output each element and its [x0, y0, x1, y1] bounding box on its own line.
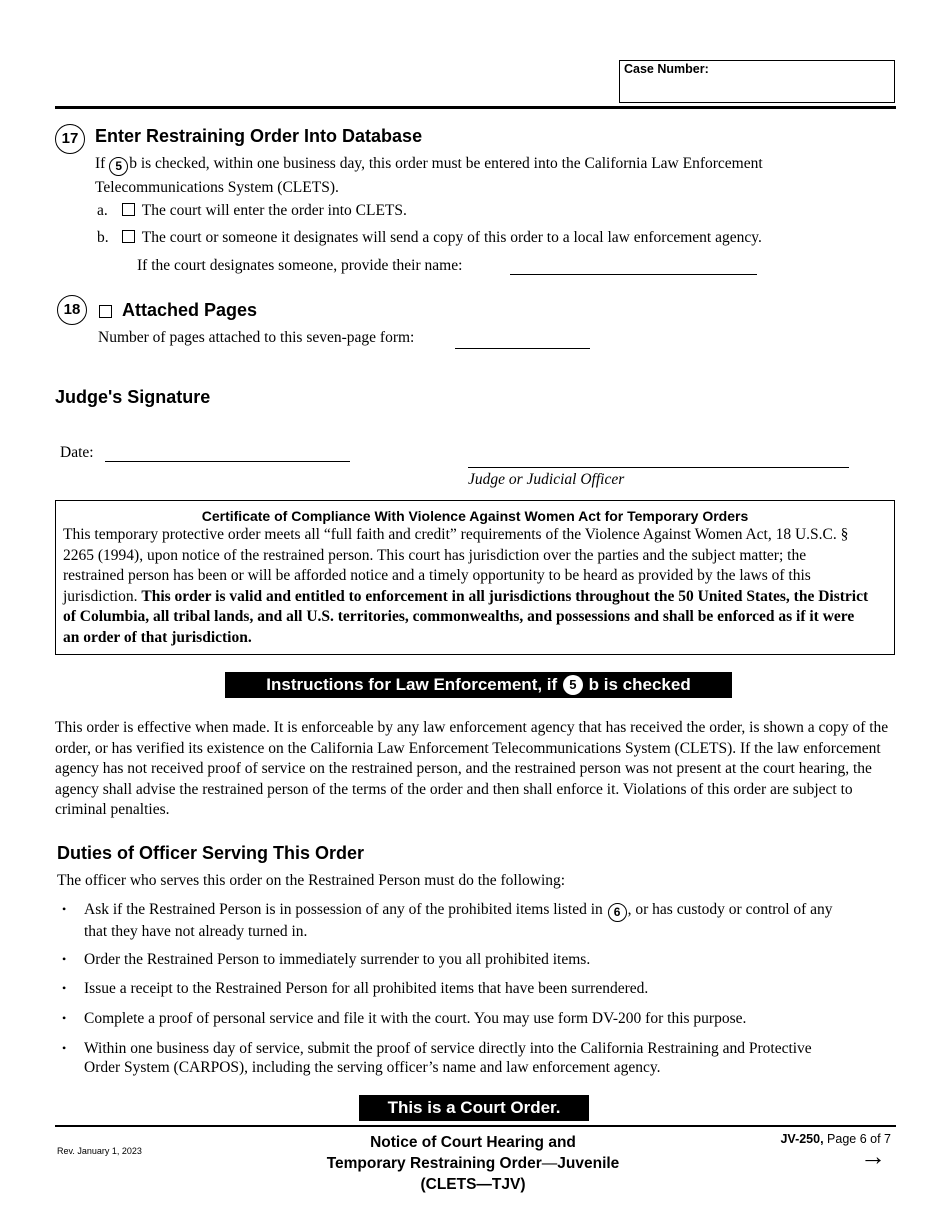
option-a-label: The court will enter the order into CLETS. [141, 202, 407, 219]
item-ref-5: 5 [109, 157, 128, 176]
pages-label: Number of pages attached to this seven-page form: [98, 329, 415, 346]
date-label: Date: [60, 444, 94, 461]
list-item: • Order the Restrained Person to immediately surrender to you all prohibited items. [55, 950, 845, 969]
certificate-title: Certificate of Compliance With Violence Against Women Act for Temporary Orders [201, 508, 749, 524]
list-item: • Within one business day of service, submit the proof of service directly into the California Restraining and Protective Order System (CARPOS), including the serving officer’s name and law enforcement agency. [55, 1039, 845, 1077]
option-b-label: The court or someone it designates will send a copy of this order to a local law enforcement agency. [141, 229, 762, 246]
vawa-certificate [55, 500, 895, 655]
designee-name-field[interactable] [510, 274, 757, 275]
designee-checkbox[interactable] [122, 230, 135, 243]
header-rule [55, 106, 896, 109]
list-item: • Ask if the Restrained Person is in possession of any of the prohibited items listed in 6 , or has custody or control of any that they have not already turned in. [55, 900, 845, 941]
duties-intro: The officer who serves this order on the Restrained Person must do the following: [57, 872, 566, 889]
attached-pages-checkbox[interactable] [99, 305, 112, 318]
pages-count-field[interactable] [455, 348, 590, 349]
section-17-intro: If 5 b is checked, within one business day, this order must be entered into the California Law Enforcement Telecommunications System (CLETS). [95, 155, 763, 196]
item-ref-5-banner: 5 [563, 675, 583, 695]
item-ref-6: 6 [608, 903, 627, 922]
list-item: • Issue a receipt to the Restrained Person for all prohibited items that have been surrendered. [55, 979, 845, 998]
certificate-body: This temporary protective order meets all “full faith and credit” requirements of the Violence Against Women Act, 18 U.S.C. § 2265 (1994), upon notice of the restrained person. This court has jurisdiction over the parties and the subject matter; the restrained person has been or will be afforded notice and a timely opportunity to be heard as provided by the laws of this jurisdiction. This order is valid and entitled to enforcement in all jurisdictions throughout the 50 United States, the District of Columbia, all tribal lands, and all U.S. territories, commonwealths, and possessions and shall be enforced as if it were an order of that jurisdiction. [63, 526, 869, 646]
option-a: a. The court will enter the order into CLETS. [97, 202, 407, 219]
section-17-title: Enter Restraining Order Into Database [95, 126, 423, 146]
option-b: b. The court or someone it designates will send a copy of this order to a local law enforcement agency. [97, 229, 762, 246]
judge-label: Judge or Judicial Officer [468, 471, 625, 488]
date-field[interactable] [105, 461, 350, 462]
judge-signature-field[interactable] [468, 467, 849, 468]
section-18-title: Attached Pages [122, 300, 258, 320]
form-id: JV-250, Page 6 of 7 [780, 1132, 891, 1146]
clets-court-checkbox[interactable] [122, 203, 135, 216]
signature-title: Judge's Signature [55, 387, 211, 407]
form-title: Notice of Court Hearing and Temporary Restraining Order—Juvenile (CLETS—TJV) [326, 1134, 620, 1193]
designee-label: If the court designates someone, provide their name: [137, 257, 463, 274]
duties-title: Duties of Officer Serving This Order [57, 843, 365, 863]
case-number-box[interactable] [619, 60, 895, 103]
item-number-18: 18 [57, 295, 87, 325]
item-number-17: 17 [55, 124, 85, 154]
next-page-arrow-icon[interactable]: → [860, 1141, 886, 1171]
list-item: • Complete a proof of personal service and file it with the court. You may use form DV-200 for this purpose. [55, 1009, 845, 1028]
court-order-banner: This is a Court Order. [359, 1095, 589, 1121]
instructions-paragraph: This order is effective when made. It is enforceable by any law enforcement agency that has received the order, is shown a copy of the order, or has verified its existence on the California Law Enforcement Telecommunications System (CLETS). If the law enforcement agency has not received proof of service on the restrained person, and the restrained person was not present at the court hearing, the agency shall advise the restrained person of the terms of the order and then shall enforce it. Violations of this order are subject to criminal penalties. [55, 719, 889, 818]
duties-list [55, 900, 845, 1086]
footer-rule [55, 1125, 896, 1127]
revision-date: Rev. January 1, 2023 [57, 1146, 142, 1156]
page-number: Page 6 of 7 [827, 1132, 891, 1146]
case-number-label: Case Number: [624, 62, 709, 76]
law-enforcement-banner: Instructions for Law Enforcement, if 5 b is checked [225, 672, 732, 698]
